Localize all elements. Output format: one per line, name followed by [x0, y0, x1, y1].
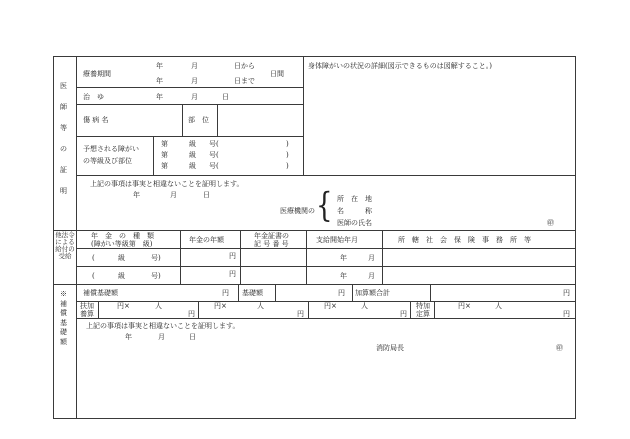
doctor-side-label: 医師等の証明	[60, 82, 67, 195]
addition-total-label: 加算額合計	[355, 289, 390, 297]
expected-disability-label: 予想される障がい	[83, 145, 139, 153]
compensation-side-label: ※補償基礎額	[60, 290, 67, 346]
office-header: 所 轄 社 会 保 険 事 務 所 等	[398, 236, 531, 244]
pension-certificate-form: 医師等の証明 療養期間 年 月 日から 年 月 日まで 日間 治 ゆ 年 月 日 傷 病 名 部 位 予想される障がい の等級及び部位 第 級 号( ) 第 級 号( ) 第 級 号( ) 身体障がいの状況の詳細(図示できるものは図解すること。) 上記の事項は事実と相違ないことを証明します。 年 月 日 医療機関の { 所 在 地 名 称 医師の氏名 ㊞ 他法令による給付の受給 年 金 の 種 類 (障がい等級第 級) 年金の年額 年金証書の 記 号 番 号 支給開始年月 所 轄 社 会 保 険 事 務 所 等 ( 級 号) 円 年 月 ( 級 号) 円 年 月 ※補償基礎額 補償基礎額 円 基礎額 円 加算額合計 円 扶加 養算 円× 人 円 円× 人 円 円× 人 円 特加 定算 円× 人 円 上記の事項は事実と相違ないことを証明します。 年 月 日 消防局長 ㊞	[0, 0, 630, 439]
institution-name-label: 名 称	[337, 207, 372, 215]
disability-detail-label: 身体障がいの状況の詳細(図示できるものは図解すること。)	[308, 62, 492, 70]
doctor-certify-text: 上記の事項は事実と相違ないことを証明します。	[90, 180, 244, 188]
compensation-certify-text: 上記の事項は事実と相違ないことを証明します。	[86, 322, 240, 330]
start-date-header: 支給開始年月	[316, 236, 358, 244]
cure-label: 治 ゆ	[83, 93, 104, 101]
base-amount-label: 基礎額	[242, 289, 263, 297]
injury-name-label: 傷 病 名	[83, 116, 109, 124]
doctor-seal-icon: ㊞	[547, 219, 554, 227]
fire-chief-seal-icon: ㊞	[556, 344, 563, 352]
pension-side-label: 他法令による給付の受給	[55, 231, 75, 260]
dependent-addition-label: 扶加	[80, 302, 94, 310]
fire-chief-label: 消防局長	[376, 344, 404, 352]
basic-compensation-label: 補償基礎額	[83, 289, 118, 297]
annual-amount-header: 年金の年額	[189, 236, 224, 244]
brace-icon: {	[316, 186, 333, 226]
treatment-period-label: 療養期間	[83, 70, 111, 78]
doctor-name-label: 医師の氏名	[337, 219, 372, 227]
certificate-number-header: 年金証書の	[254, 232, 289, 240]
institution-label: 医療機関の	[280, 207, 315, 215]
days-label: 日間	[270, 70, 284, 78]
special-addition-label: 特加	[416, 302, 430, 310]
address-label: 所 在 地	[337, 195, 372, 203]
pension-type-header: 年 金 の 種 類	[91, 232, 154, 240]
body-part-label: 部 位	[188, 116, 209, 124]
